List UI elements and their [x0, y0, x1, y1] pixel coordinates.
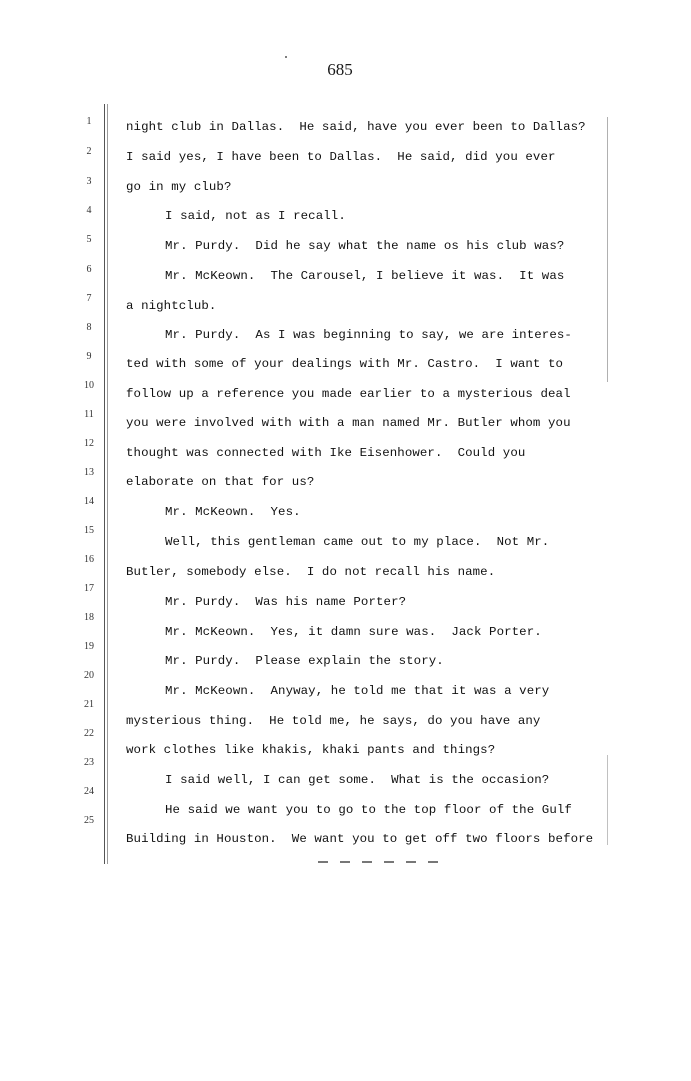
line-number: 14 [84, 496, 94, 507]
line-number: 11 [84, 409, 94, 420]
line-number: 9 [86, 351, 92, 362]
transcript-line: a nightclub. [126, 299, 217, 313]
line-number: 10 [84, 380, 94, 391]
transcript-line: Mr. McKeown. The Carousel, I believe it was. It was [165, 269, 565, 283]
transcript-line: Mr. Purdy. As I was beginning to say, we are interes- [165, 328, 572, 342]
transcript-line: He said we want you to go to the top floor of the Gulf [165, 803, 572, 817]
transcript-line: Building in Houston. We want you to get off two floors before [126, 832, 594, 846]
transcript-line: you were involved with with a man named Mr. Butler whom you [126, 416, 571, 430]
line-number: 21 [84, 699, 94, 710]
transcript-line: night club in Dallas. He said, have you ever been to Dallas? [126, 120, 586, 134]
left-margin-rule-inner [107, 104, 108, 864]
transcript-line: Mr. Purdy. Did he say what the name os his club was? [165, 239, 565, 253]
line-number: 25 [84, 815, 94, 826]
line-number: 1 [86, 116, 92, 127]
line-number: 18 [84, 612, 94, 623]
line-number: 8 [86, 322, 92, 333]
right-margin-rule-top [607, 117, 608, 382]
line-number: 7 [86, 293, 92, 304]
transcript-line: I said well, I can get some. What is the occasion? [165, 773, 550, 787]
transcript-line: Mr. McKeown. Yes. [165, 505, 301, 519]
transcript-line: Mr. Purdy. Was his name Porter? [165, 595, 407, 609]
line-number: 24 [84, 786, 94, 797]
transcript-line: Butler, somebody else. I do not recall his name. [126, 565, 496, 579]
transcript-line: Mr. Purdy. Please explain the story. [165, 654, 444, 668]
line-number: 2 [86, 146, 92, 157]
page-number: 685 [327, 60, 353, 79]
transcript-line: thought was connected with Ike Eisenhower. Could you [126, 446, 526, 460]
transcript-line: Mr. McKeown. Yes, it damn sure was. Jack Porter. [165, 625, 542, 639]
transcript-line: follow up a reference you made earlier to a mysterious deal [126, 387, 571, 401]
line-number: 20 [84, 670, 94, 681]
line-number: 6 [86, 264, 92, 275]
line-number: 23 [84, 757, 94, 768]
line-number: 17 [84, 583, 94, 594]
transcript-line: work clothes like khakis, khaki pants and things? [126, 743, 496, 757]
line-number: 22 [84, 728, 94, 739]
transcript-line: elaborate on that for us? [126, 475, 315, 489]
line-number: 3 [86, 176, 92, 187]
transcript-line: Well, this gentleman came out to my place. Not Mr. [165, 535, 550, 549]
bottom-scan-marks [318, 861, 438, 863]
line-number: 12 [84, 438, 94, 449]
transcript-line: Mr. McKeown. Anyway, he told me that it was a very [165, 684, 550, 698]
transcript-line: mysterious thing. He told me, he says, do you have any [126, 714, 541, 728]
left-margin-rule [104, 104, 105, 864]
line-number: 5 [86, 234, 92, 245]
transcript-line: I said, not as I recall. [165, 209, 346, 223]
right-margin-rule-bottom [607, 755, 608, 845]
transcript-line: go in my club? [126, 180, 232, 194]
transcript-line: ted with some of your dealings with Mr. Castro. I want to [126, 357, 564, 371]
line-number: 13 [84, 467, 94, 478]
line-number: 15 [84, 525, 94, 536]
line-number: 19 [84, 641, 94, 652]
scan-speck [285, 56, 287, 58]
line-number: 4 [86, 205, 92, 216]
transcript-line: I said yes, I have been to Dallas. He said, did you ever [126, 150, 556, 164]
line-number: 16 [84, 554, 94, 565]
